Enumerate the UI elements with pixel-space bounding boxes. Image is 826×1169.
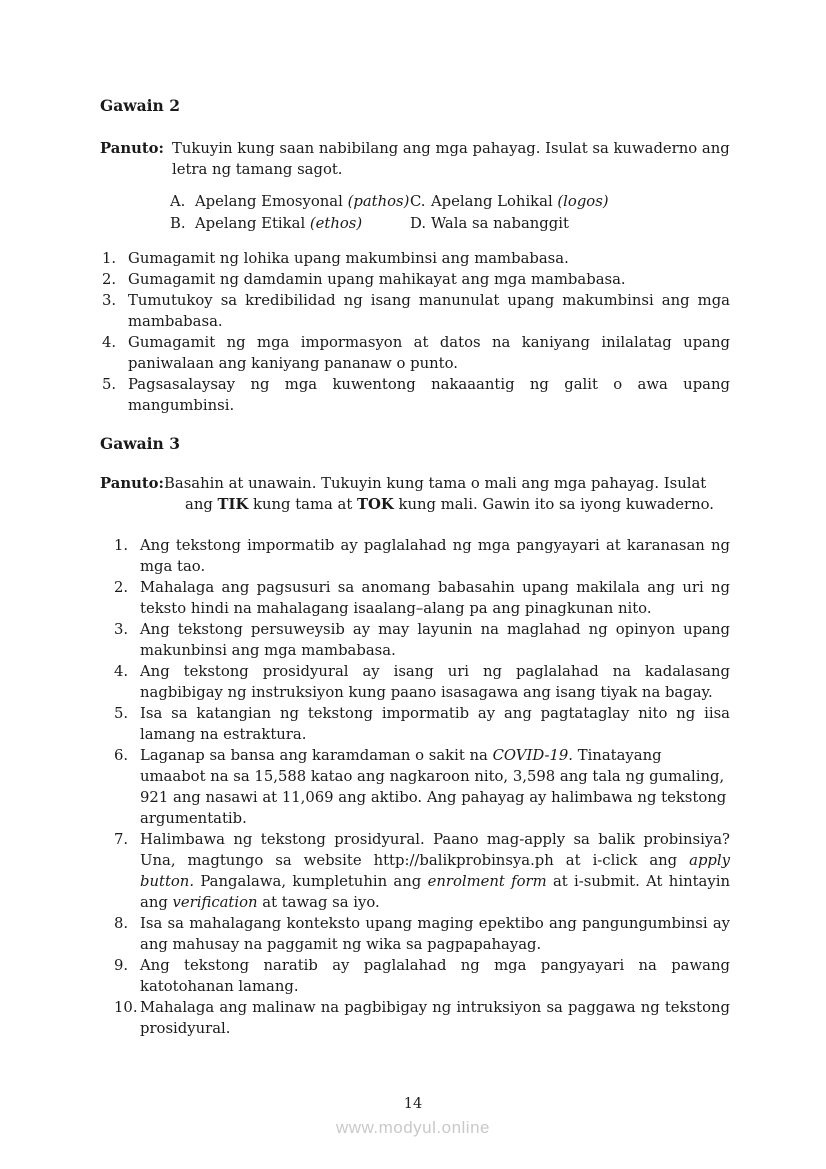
item-text: Isa sa katangian ng tekstong impormatib ay ang pagtataglay nito ng iisa lamang na estraktura. [140, 705, 730, 743]
gawain-2-panuto [100, 138, 730, 180]
list-item [100, 535, 730, 577]
item-text: at tawag sa iyo. [257, 894, 380, 911]
list-item [100, 619, 730, 661]
item-number: 2. [102, 271, 117, 288]
choice-a [170, 191, 410, 213]
list-item [100, 703, 730, 745]
item-text: at i-submit. At hintayin ang [140, 873, 730, 911]
choice-text: Wala sa nabanggit [431, 215, 569, 232]
choice-letter: A. [170, 193, 186, 210]
gawain-3-panuto [100, 473, 730, 515]
item-text-italic: verification [172, 894, 258, 911]
item-text: Tumutukoy sa kredibilidad ng isang manunulat upang makumbinsi ang mga mambabasa. [128, 292, 730, 330]
panuto-label: Panuto: [100, 475, 164, 492]
item-number: 3. [114, 621, 129, 638]
panuto-part: kung tama at [248, 496, 358, 513]
choice-c [410, 191, 730, 213]
item-number: 8. [114, 915, 129, 932]
choice-letter: D. [410, 215, 427, 232]
item-number: 5. [102, 376, 117, 393]
list-item [100, 248, 730, 269]
item-text: Laganap sa bansa ang karamdaman o sakit na [140, 747, 493, 764]
item-text: Mahalaga ang malinaw na pagbibigay ng intruksiyon sa paggawa ng tekstong prosidyural. [140, 999, 730, 1037]
item-number: 2. [114, 579, 129, 596]
list-item [100, 661, 730, 703]
choice-d [410, 213, 730, 235]
item-number: 7. [114, 831, 129, 848]
panuto-bold-tok: TOK [357, 496, 394, 513]
gawain-3-title: Gawain 3 [100, 434, 181, 453]
item-text-italic: COVID-19. [492, 747, 573, 764]
list-item [100, 577, 730, 619]
list-item [100, 829, 730, 913]
gawain-2-list [100, 248, 730, 416]
list-item [100, 997, 730, 1039]
panuto-label: Panuto: [100, 140, 164, 157]
item-text: Gumagamit ng damdamin upang mahikayat ang mga mambabasa. [128, 271, 626, 288]
gawain-3-list [100, 535, 730, 1039]
list-item [100, 955, 730, 997]
choice-italic: (ethos) [309, 215, 363, 232]
item-number: 4. [102, 334, 117, 351]
page-number: 14 [403, 1096, 423, 1112]
item-text: Ang tekstong persuweysib ay may layunin na maglahad ng opinyon upang makunbinsi ang mga mambabasa. [140, 621, 730, 659]
item-text-italic: enrolment form [427, 873, 547, 890]
panuto-part: Basahin at unawain. Tukuyin kung tama o mali ang mga pahayag. Isulat ang [164, 475, 707, 513]
item-text: Gumagamit ng mga impormasyon at datos na kaniyang inilalatag upang paniwalaan ang kaniyang pananaw o punto. [128, 334, 730, 372]
item-number: 3. [102, 292, 117, 309]
item-number: 10. [114, 999, 138, 1016]
item-text: Pangalawa, kumpletuhin ang [194, 873, 428, 890]
item-text: Ang tekstong prosidyural ay isang uri ng paglalahad na kadalasang nagbibigay ng instruksiyon kung paano isasagawa ang isang tiyak na bagay. [140, 663, 730, 701]
item-text: Halimbawa ng tekstong prosidyural. Paano mag-apply sa balik probinsiya? Una, magtungo sa website http://balikprobinsya.ph at i-click ang [140, 831, 730, 869]
item-text: Pagsasalaysay ng mga kuwentong nakaaantig ng galit o awa upang mangumbinsi. [128, 376, 730, 414]
item-number: 1. [114, 537, 129, 554]
panuto-bold-tik: TIK [217, 496, 249, 513]
item-number: 9. [114, 957, 129, 974]
item-number: 4. [114, 663, 129, 680]
item-text: Gumagamit ng lohika upang makumbinsi ang mambabasa. [128, 250, 569, 267]
item-text-italic: apply button. [140, 852, 730, 890]
choice-text: Apelang Lohikal [431, 193, 558, 210]
item-text: Mahalaga ang pagsusuri sa anomang babasahin upang makilala ang uri ng teksto hindi na mahalagang isaalang–alang pa ang pinagkunan nito. [140, 579, 730, 617]
section-gawain-3 [100, 435, 730, 1039]
watermark: www.modyul.online [335, 1118, 490, 1137]
panuto-text: Tukuyin kung saan nabibilang ang mga pahayag. Isulat sa kuwaderno ang letra ng tamang sagot. [172, 140, 730, 178]
choice-b [170, 213, 410, 235]
item-number: 5. [114, 705, 129, 722]
item-text: Isa sa mahalagang konteksto upang maging epektibo ang pangungumbinsi ay ang mahusay na paggamit ng wika sa pagpapahayag. [140, 915, 730, 953]
item-text: Ang tekstong naratib ay paglalahad ng mga pangyayari na pawang katotohanan lamang. [140, 957, 730, 995]
choice-italic: (logos) [557, 193, 609, 210]
list-item [100, 374, 730, 416]
choice-letter: B. [170, 215, 186, 232]
section-gawain-2 [100, 97, 730, 416]
item-number: 1. [102, 250, 117, 267]
choice-italic: (pathos) [347, 193, 410, 210]
list-item [100, 745, 730, 829]
list-item [100, 269, 730, 290]
list-item [100, 290, 730, 332]
item-text: Ang tekstong impormatib ay paglalahad ng mga pangyayari at karanasan ng mga tao. [140, 537, 730, 575]
choices-grid [170, 191, 730, 235]
panuto-part: kung mali. Gawin ito sa iyong kuwaderno. [393, 496, 714, 513]
choice-letter: C. [410, 193, 426, 210]
panuto-text [164, 473, 730, 515]
list-item [100, 913, 730, 955]
item-text: Tinatayang umaabot na sa 15,588 katao ang nagkaroon nito, 3,598 ang tala ng gumaling, 921 ang nasawi at 11,069 ang aktibo. Ang pahayag ay halimbawa ng tekstong argumentatib. [140, 747, 727, 827]
choice-text: Apelang Etikal [195, 215, 310, 232]
choice-text: Apelang Emosyonal [195, 193, 348, 210]
list-item [100, 332, 730, 374]
item-number: 6. [114, 747, 129, 764]
gawain-2-title: Gawain 2 [100, 96, 181, 115]
